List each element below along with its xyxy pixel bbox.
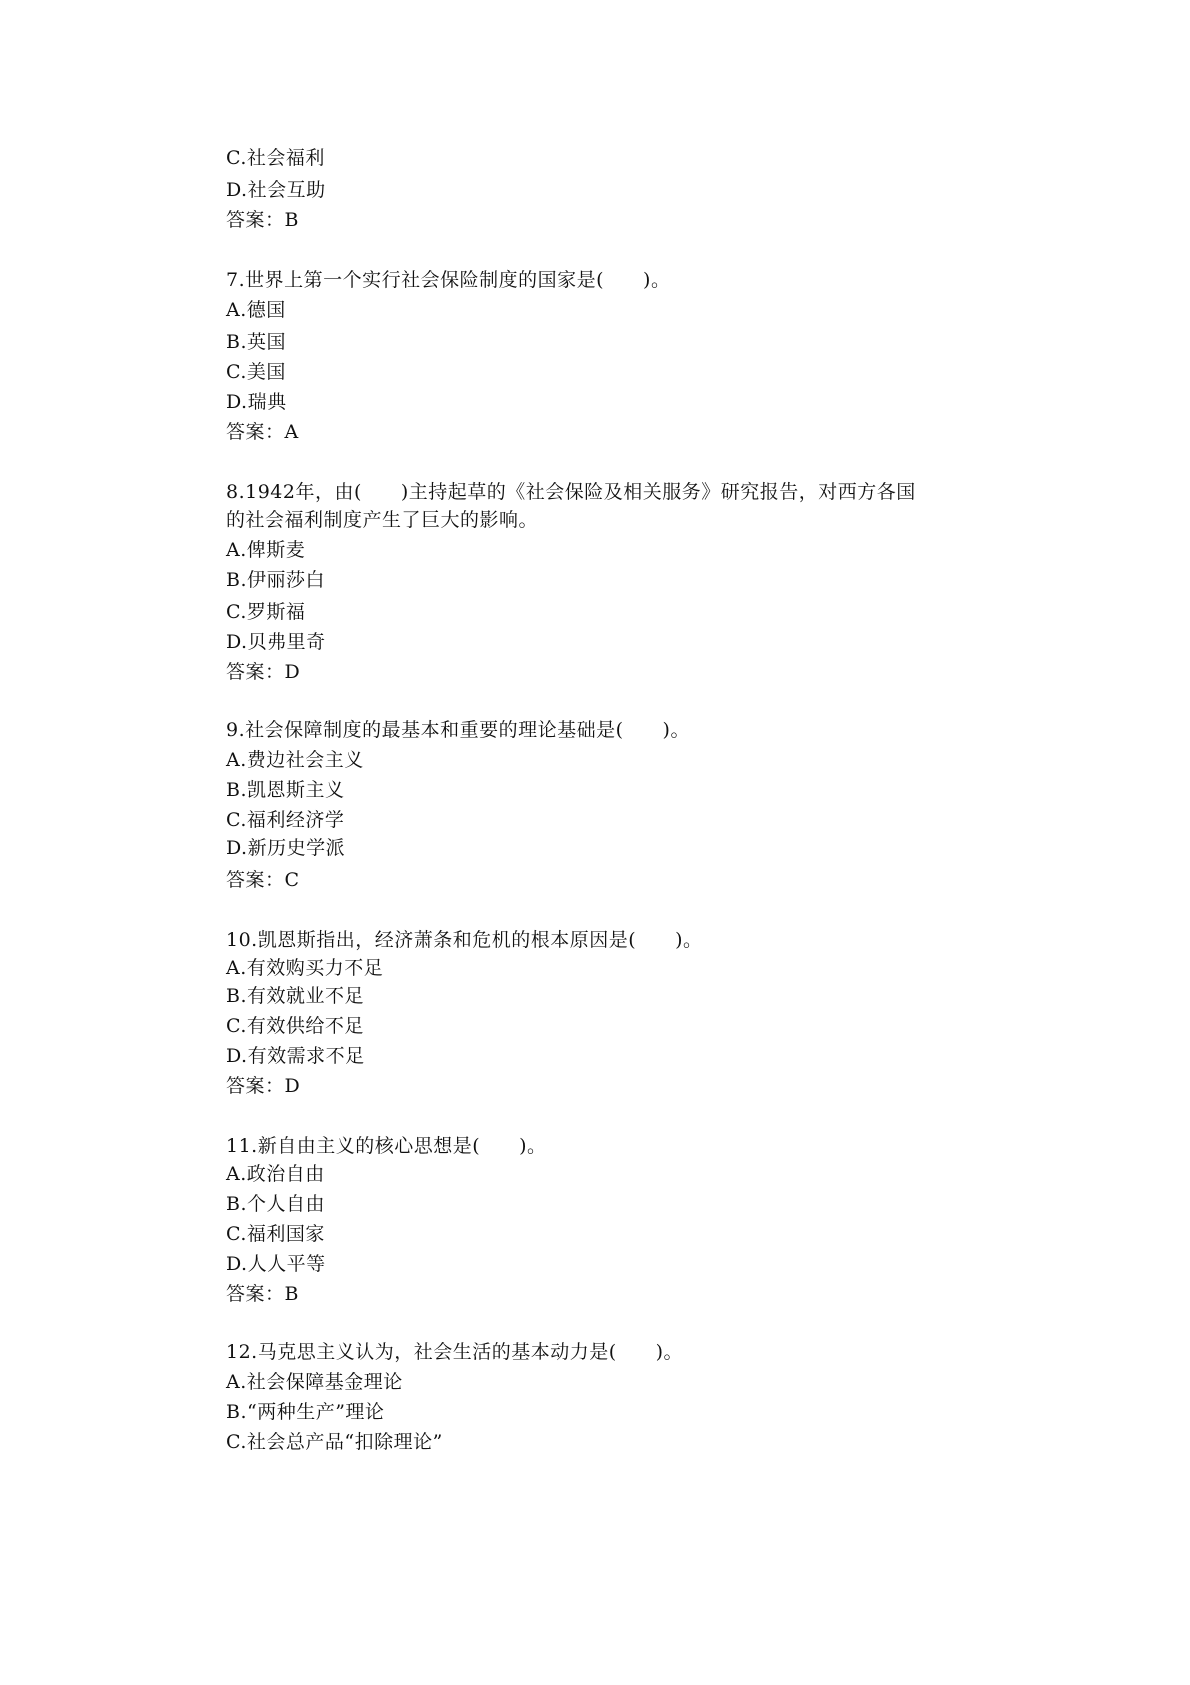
- option-c: C.美国: [226, 361, 286, 383]
- option-a: A.俾斯麦: [226, 539, 306, 561]
- option-a: A.政治自由: [226, 1163, 325, 1185]
- option-b: B.伊丽莎白: [226, 569, 326, 591]
- option-b: B.“两种生产”理论: [226, 1401, 385, 1423]
- option-d: D.社会互助: [226, 179, 326, 201]
- option-b: B.英国: [226, 331, 287, 353]
- option-b: B.个人自由: [226, 1193, 326, 1215]
- answer-line: 答案：A: [226, 421, 299, 443]
- option-a: A.有效购买力不足: [226, 957, 384, 979]
- answer-line: 答案：B: [226, 1283, 299, 1305]
- option-c: C.罗斯福: [226, 601, 306, 623]
- answer-line: 答案：D: [226, 661, 301, 683]
- question-11: 11.新自由主义的核心思想是( )。: [226, 1135, 547, 1157]
- question-8-continued: 的社会福利制度产生了巨大的影响。: [226, 509, 539, 531]
- option-d: D.贝弗里奇: [226, 631, 326, 653]
- question-10: 10.凯恩斯指出，经济萧条和危机的根本原因是( )。: [226, 929, 703, 951]
- question-8: 8.1942年，由( )主持起草的《社会保险及相关服务》研究报告，对西方各国: [226, 481, 916, 503]
- option-a: A.德国: [226, 299, 286, 321]
- option-c: C.社会总产品“扣除理论”: [226, 1431, 443, 1453]
- option-c: C.有效供给不足: [226, 1015, 364, 1037]
- answer-line: 答案：C: [226, 869, 300, 891]
- question-9: 9.社会保障制度的最基本和重要的理论基础是( )。: [226, 719, 690, 741]
- option-c: C.福利经济学: [226, 809, 345, 831]
- option-b: B.有效就业不足: [226, 985, 365, 1007]
- option-a: A.社会保障基金理论: [226, 1371, 403, 1393]
- option-d: D.有效需求不足: [226, 1045, 365, 1067]
- option-c: C.社会福利: [226, 147, 325, 169]
- option-a: A.费边社会主义: [226, 749, 364, 771]
- option-d: D.瑞典: [226, 391, 287, 413]
- answer-line: 答案：D: [226, 1075, 301, 1097]
- question-7: 7.世界上第一个实行社会保险制度的国家是( )。: [226, 269, 671, 291]
- option-d: D.人人平等: [226, 1253, 326, 1275]
- option-b: B.凯恩斯主义: [226, 779, 345, 801]
- option-c: C.福利国家: [226, 1223, 325, 1245]
- answer-line: 答案：B: [226, 209, 299, 231]
- question-12: 12.马克思主义认为，社会生活的基本动力是( )。: [226, 1341, 684, 1363]
- option-d: D.新历史学派: [226, 837, 346, 859]
